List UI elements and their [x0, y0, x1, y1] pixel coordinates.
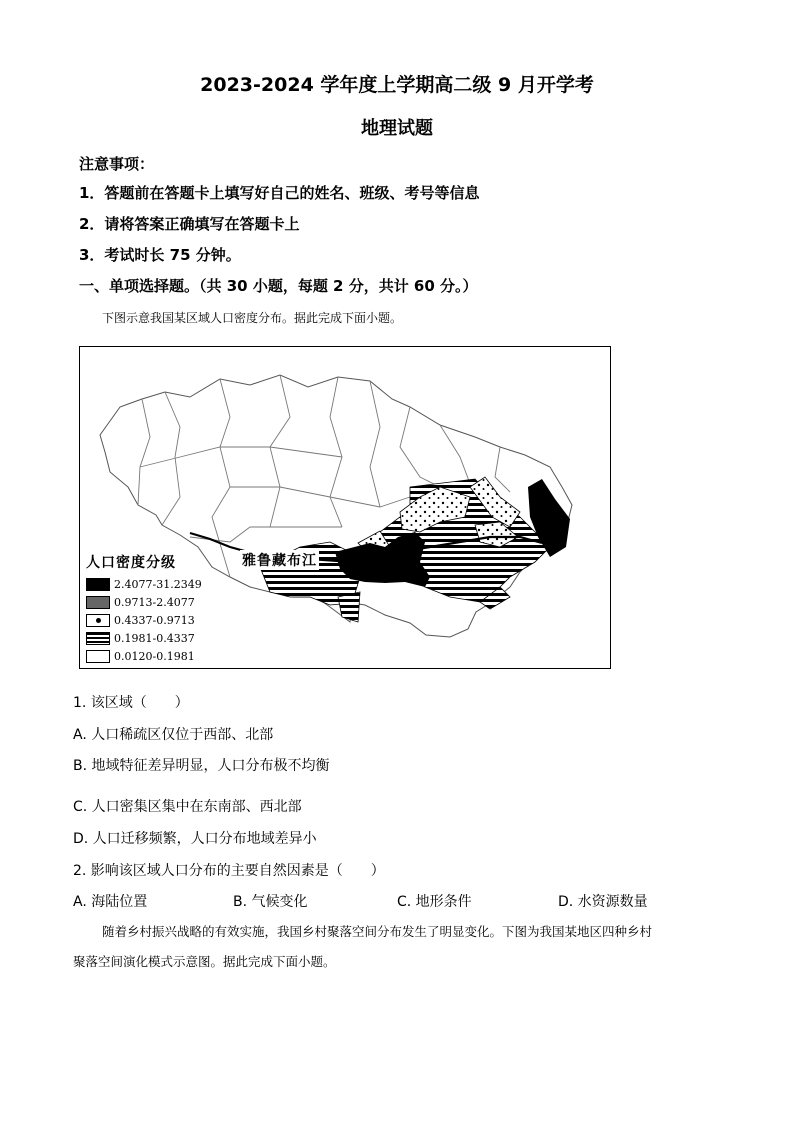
question-1-stem: 1. 该区域（ ） [73, 695, 189, 711]
question-1-option-b: B. 地域特征差异明显，人口分布极不均衡 [73, 758, 330, 774]
intro-text-1: 下图示意我国某区域人口密度分布。据此完成下面小题。 [102, 311, 403, 325]
legend-row [86, 647, 202, 665]
population-density-map [79, 346, 611, 669]
question-2-option-d: D. 水资源数量 [558, 894, 648, 910]
legend-swatch-solid-grey [86, 596, 110, 609]
section-heading: 一、单项选择题。（共 30 小题，每题 2 分，共计 60 分。） [79, 277, 478, 295]
notice-item-1: 1．答题前在答题卡上填写好自己的姓名、班级、考号等信息 [79, 184, 480, 202]
question-2-option-a: A. 海陆位置 [73, 894, 148, 910]
intro-text-2-line-1: 随着乡村振兴战略的有效实施，我国乡村聚落空间分布发生了明显变化。下图为我国某地区四种乡村 [102, 924, 653, 939]
legend-label: 0.9713-2.4077 [114, 595, 195, 609]
notice-item-3: 3．考试时长 75 分钟。 [79, 246, 241, 264]
legend-row [86, 593, 202, 611]
legend-label: 2.4077-31.2349 [114, 577, 202, 591]
legend-row [86, 575, 202, 593]
legend-label: 0.0120-0.1981 [114, 649, 195, 663]
river-label: 雅鲁藏布江 [240, 550, 319, 570]
exam-subtitle: 地理试题 [361, 118, 433, 139]
legend-swatch-dots [86, 614, 110, 627]
notice-item-2: 2．请将答案正确填写在答题卡上 [79, 215, 300, 233]
legend-label: 0.4337-0.9713 [114, 613, 195, 627]
legend-label: 0.1981-0.4337 [114, 631, 195, 645]
legend-row [86, 629, 202, 647]
map-legend [86, 552, 202, 665]
intro-text-2-line-2: 聚落空间演化模式示意图。据此完成下面小题。 [73, 954, 336, 969]
question-2-option-b: B. 气候变化 [233, 894, 308, 910]
legend-swatch-solid-black [86, 578, 110, 591]
question-1-option-c: C. 人口密集区集中在东南部、西北部 [73, 799, 302, 815]
legend-swatch-stripes [86, 632, 110, 645]
legend-swatch-blank [86, 650, 110, 663]
exam-title: 2023-2024 学年度上学期高二级 9 月开学考 [200, 74, 594, 96]
question-2-stem: 2. 影响该区域人口分布的主要自然因素是（ ） [73, 863, 385, 879]
notice-heading: 注意事项： [79, 155, 155, 173]
legend-row [86, 611, 202, 629]
legend-title: 人口密度分级 [86, 555, 176, 571]
question-1-option-a: A. 人口稀疏区仅位于西部、北部 [73, 727, 274, 743]
question-1-option-d: D. 人口迁移频繁，人口分布地域差异小 [73, 831, 317, 847]
question-2-option-c: C. 地形条件 [397, 894, 472, 910]
